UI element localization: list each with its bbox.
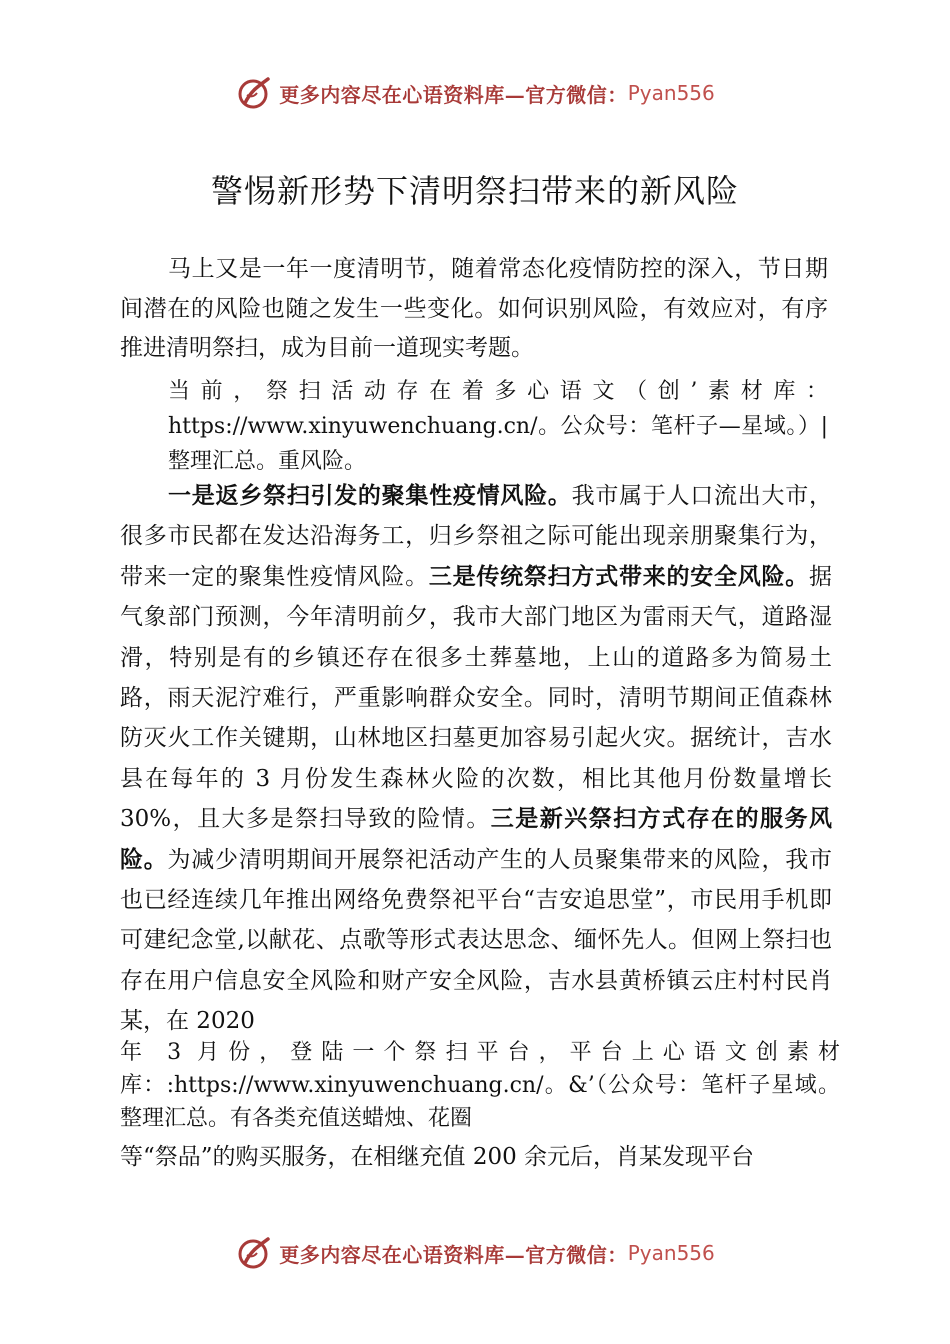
paragraph-intro: 马上又是一年一度清明节，随着常态化疫情防控的深入，节日期间潜在的风险也随之发生一些变化。如何识别风险，有效应对，有序推进清明祭扫，成为目前一道现实考题。 — [120, 256, 828, 361]
paragraph-risk-list — [120, 476, 832, 1042]
paragraph-final-line: 等“祭品”的购买服务，在相继充值 200 余元后，肖某发现平台 — [120, 1144, 755, 1170]
risk-heading-gathering: 一是返乡祭扫引发的聚集性疫情风险。 — [168, 483, 572, 509]
banner-text: 更多内容尽在心语资料库—官方微信： — [279, 82, 628, 107]
risk-heading-safety: 三是传统祭扫方式带来的安全风险。 — [428, 563, 810, 590]
page-title: 警惕新形势下清明祭扫带来的新风险 — [210, 172, 739, 210]
footer-banner — [0, 1230, 950, 1276]
brush-logo-icon — [235, 1233, 275, 1273]
brush-logo-icon — [235, 73, 275, 113]
risk-text-service: 为减少清明期间开展祭祀活动产生的人员聚集带来的风险，我市也已经连续几年推出网络免费祭祀平台“吉安追思堂”，市民用手机即可建纪念堂,以献花、点歌等形式表达思念、缅怀先人。但网上祭扫也存在用户信息安全风险和财产安全风险，吉水县黄桥镇云庄村村民肖某，在 2020 — [120, 846, 833, 1035]
paragraph-current-risks: 当前，祭扫活动存在着多心语文（创’素材库：https://www.xinyuwenchuang.cn/。公众号：笔杆子—星域。）|整理汇总。重风险。 — [168, 379, 828, 474]
header-banner — [0, 70, 950, 116]
banner-wechat-id: Pyan556 — [627, 81, 715, 105]
risk-text-gathering: 我市属于人口流出大市，很多市民都在发达沿海务工，归乡祭祖之际可能出现亲朋聚集行为，带来一定的聚集性疫情风险。 — [120, 483, 833, 590]
banner-text: 更多内容尽在心语资料库—官方微信： — [279, 1242, 628, 1267]
risk-text-safety: 据气象部门预测，今年清明前夕，我市大部门地区为雷雨天气，道路湿滑，特别是有的乡镇还存在很多土葬墓地，上山的道路多为简易土路，雨天泥泞难行，严重影响群众安全。同时，清明节期间正值森林防灭火工作关键期，山林地区扫墓更加容易引起火灾。据统计，吉水县在每年的 3 月份发生森林火险的次数，相比其他月份数量增长 30%，且大多是祭扫导致的险情。 — [120, 563, 833, 833]
risk-heading-service: 三是新兴祭扫方式存在的服务风险。 — [120, 806, 832, 873]
banner-wechat-id: Pyan556 — [627, 1241, 715, 1265]
paragraph-continuation: 年 3 月份，登陆一个祭扫平台，平台上心语文创素材库：:https://www.xinyuwenchuang.cn/。&’（公众号：笔杆子星域。整理汇总。有各类充值送蜡烛、花圈 — [120, 1040, 840, 1131]
